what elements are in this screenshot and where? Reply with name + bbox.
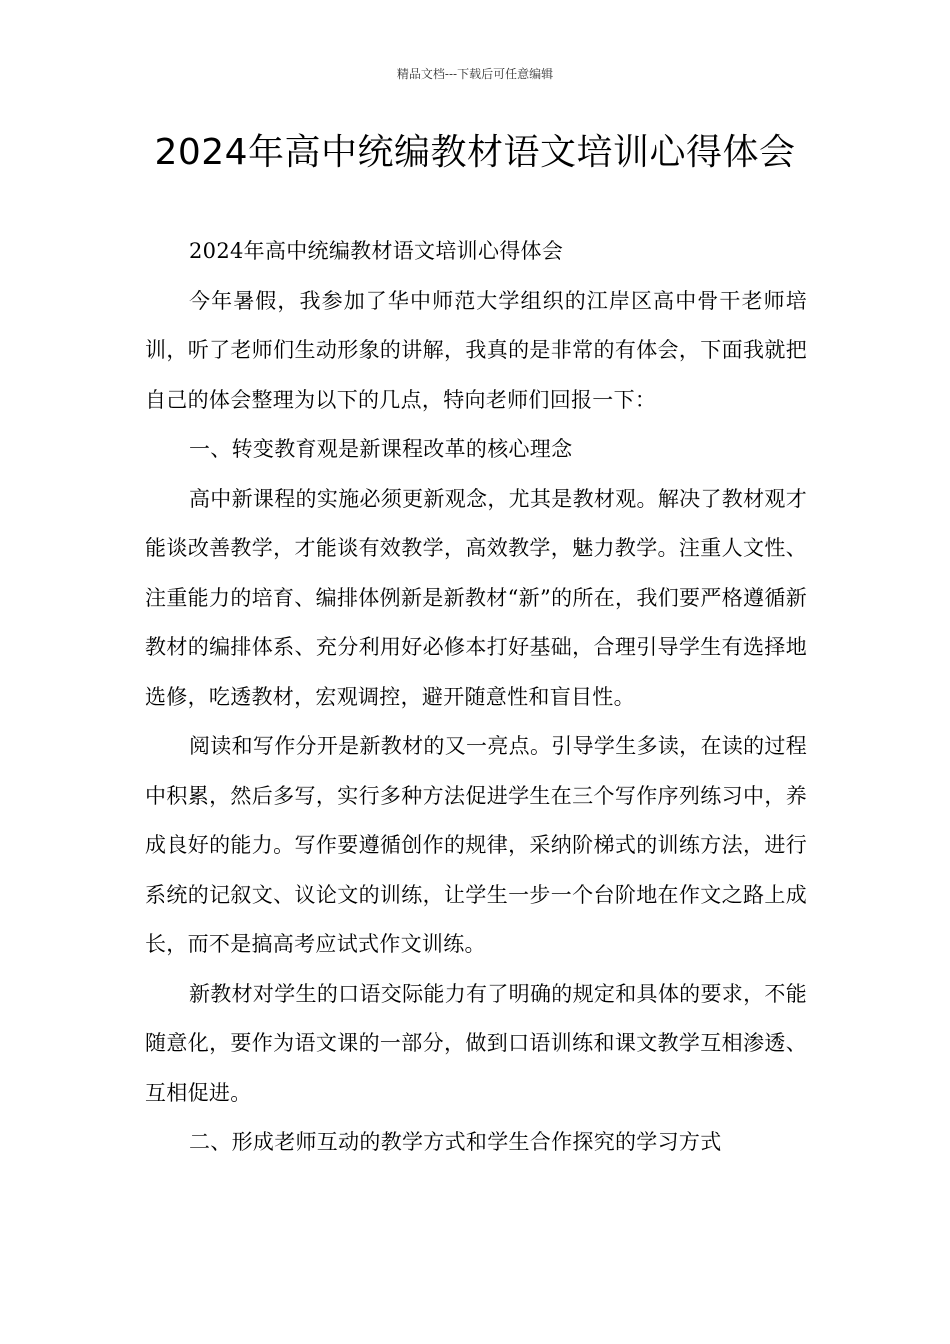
header-note: 精品文档---下载后可任意编辑 [396, 67, 554, 81]
document-title: 2024年高中统编教材语文培训心得体会 [154, 132, 796, 173]
section-heading-1: 一、转变教育观是新课程改革的核心理念 [189, 437, 573, 461]
document-body [145, 227, 807, 1168]
section-heading-2: 二、形成老师互动的教学方式和学生合作探究的学习方式 [189, 1130, 722, 1154]
paragraph-textbook-view: 高中新课程的实施必须更新观念，尤其是教材观。解决了教材观才能谈改善教学，才能谈有效教学，高效教学，魅力教学。注重人文性、注重能力的培育、编排体例新是新教材“新”的所在，我们要严格遵循新教材的编排体系、充分利用好必修本打好基础，合理引导学生有选择地选修，吃透教材，宏观调控，避开随意性和盲目性。 [145, 486, 807, 709]
paragraph-oral-communication: 新教材对学生的口语交际能力有了明确的规定和具体的要求，不能随意化，要作为语文课的一部分，做到口语训练和课文教学互相渗透、互相促进。 [145, 981, 807, 1105]
paragraph-subtitle: 2024年高中统编教材语文培训心得体会 [189, 239, 564, 263]
paragraph-intro: 今年暑假，我参加了华中师范大学组织的江岸区高中骨干老师培训，听了老师们生动形象的讲解，我真的是非常的有体会，下面我就把自己的体会整理为以下的几点，特向老师们回报一下： [145, 288, 807, 412]
paragraph-reading-writing: 阅读和写作分开是新教材的又一亮点。引导学生多读，在读的过程中积累，然后多写，实行多种方法促进学生在三个写作序列练习中，养成良好的能力。写作要遵循创作的规律，采纳阶梯式的训练方法，进行系统的记叙文、议论文的训练，让学生一步一个台阶地在作文之路上成长，而不是搞高考应试式作文训练。 [145, 734, 807, 956]
